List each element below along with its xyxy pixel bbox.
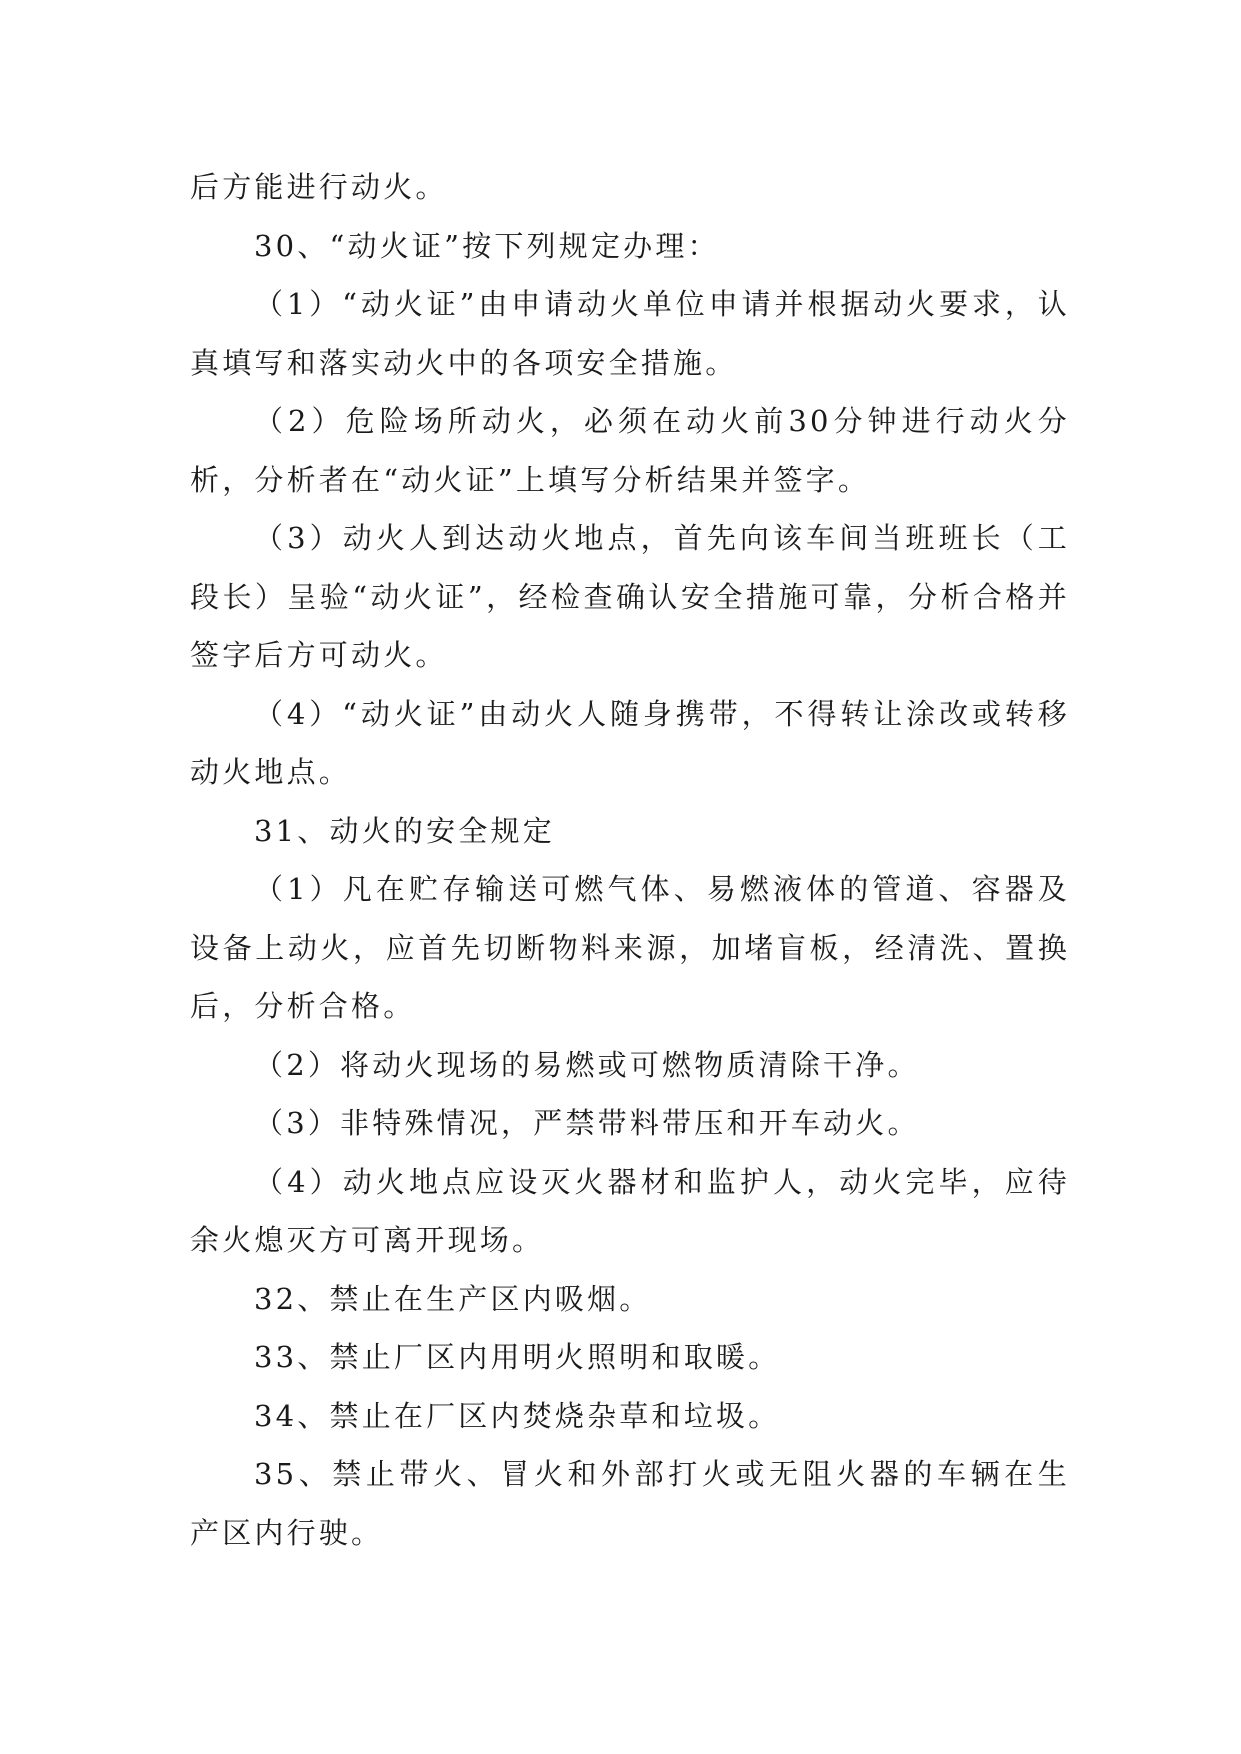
paragraph-item-31-1: （1）凡在贮存输送可燃气体、易燃液体的管道、容器及设备上动火，应首先切断物料来源，加堵盲板，经清洗、置换后，分析合格。 [190, 872, 1070, 1023]
paragraph-item-35: 35、禁止带火、冒火和外部打火或无阻火器的车辆在生产区内行驶。 [190, 1457, 1070, 1550]
paragraph-item-33: 33、禁止厂区内用明火照明和取暖。 [254, 1340, 781, 1374]
paragraph-item-30-4: （4）“动火证”由动火人随身携带，不得转让涂改或转移动火地点。 [190, 696, 1070, 789]
paragraph-item-31-4: （4）动火地点应设灭火器材和监护人，动火完毕，应待余火熄灭方可离开现场。 [190, 1164, 1070, 1257]
paragraph-item-31-3: （3）非特殊情况，严禁带料带压和开车动火。 [254, 1106, 920, 1140]
paragraph-item-34: 34、禁止在厂区内焚烧杂草和垃圾。 [254, 1398, 781, 1433]
paragraph-item-30-2: （2）危险场所动火，必须在动火前30分钟进行动火分析，分析者在“动火证”上填写分析结果并签字。 [190, 404, 1070, 497]
paragraph-item-30-3: （3）动火人到达动火地点，首先向该车间当班班长（工段长）呈验“动火证”，经检查确认安全措施可靠，分析合格并签字后方可动火。 [190, 521, 1070, 672]
paragraph-item-32: 32、禁止在生产区内吸烟。 [254, 1281, 652, 1316]
paragraph-continuation: 后方能进行动火。 [190, 170, 448, 204]
document-page [190, 158, 1070, 1562]
paragraph-item-31: 31、动火的安全规定 [254, 813, 555, 848]
paragraph-item-30-1: （1）“动火证”由申请动火单位申请并根据动火要求，认真填写和落实动火中的各项安全措施。 [190, 287, 1070, 380]
paragraph-item-30: 30、“动火证”按下列规定办理： [254, 228, 720, 263]
paragraph-item-31-2: （2）将动火现场的易燃或可燃物质清除干净。 [254, 1047, 920, 1082]
